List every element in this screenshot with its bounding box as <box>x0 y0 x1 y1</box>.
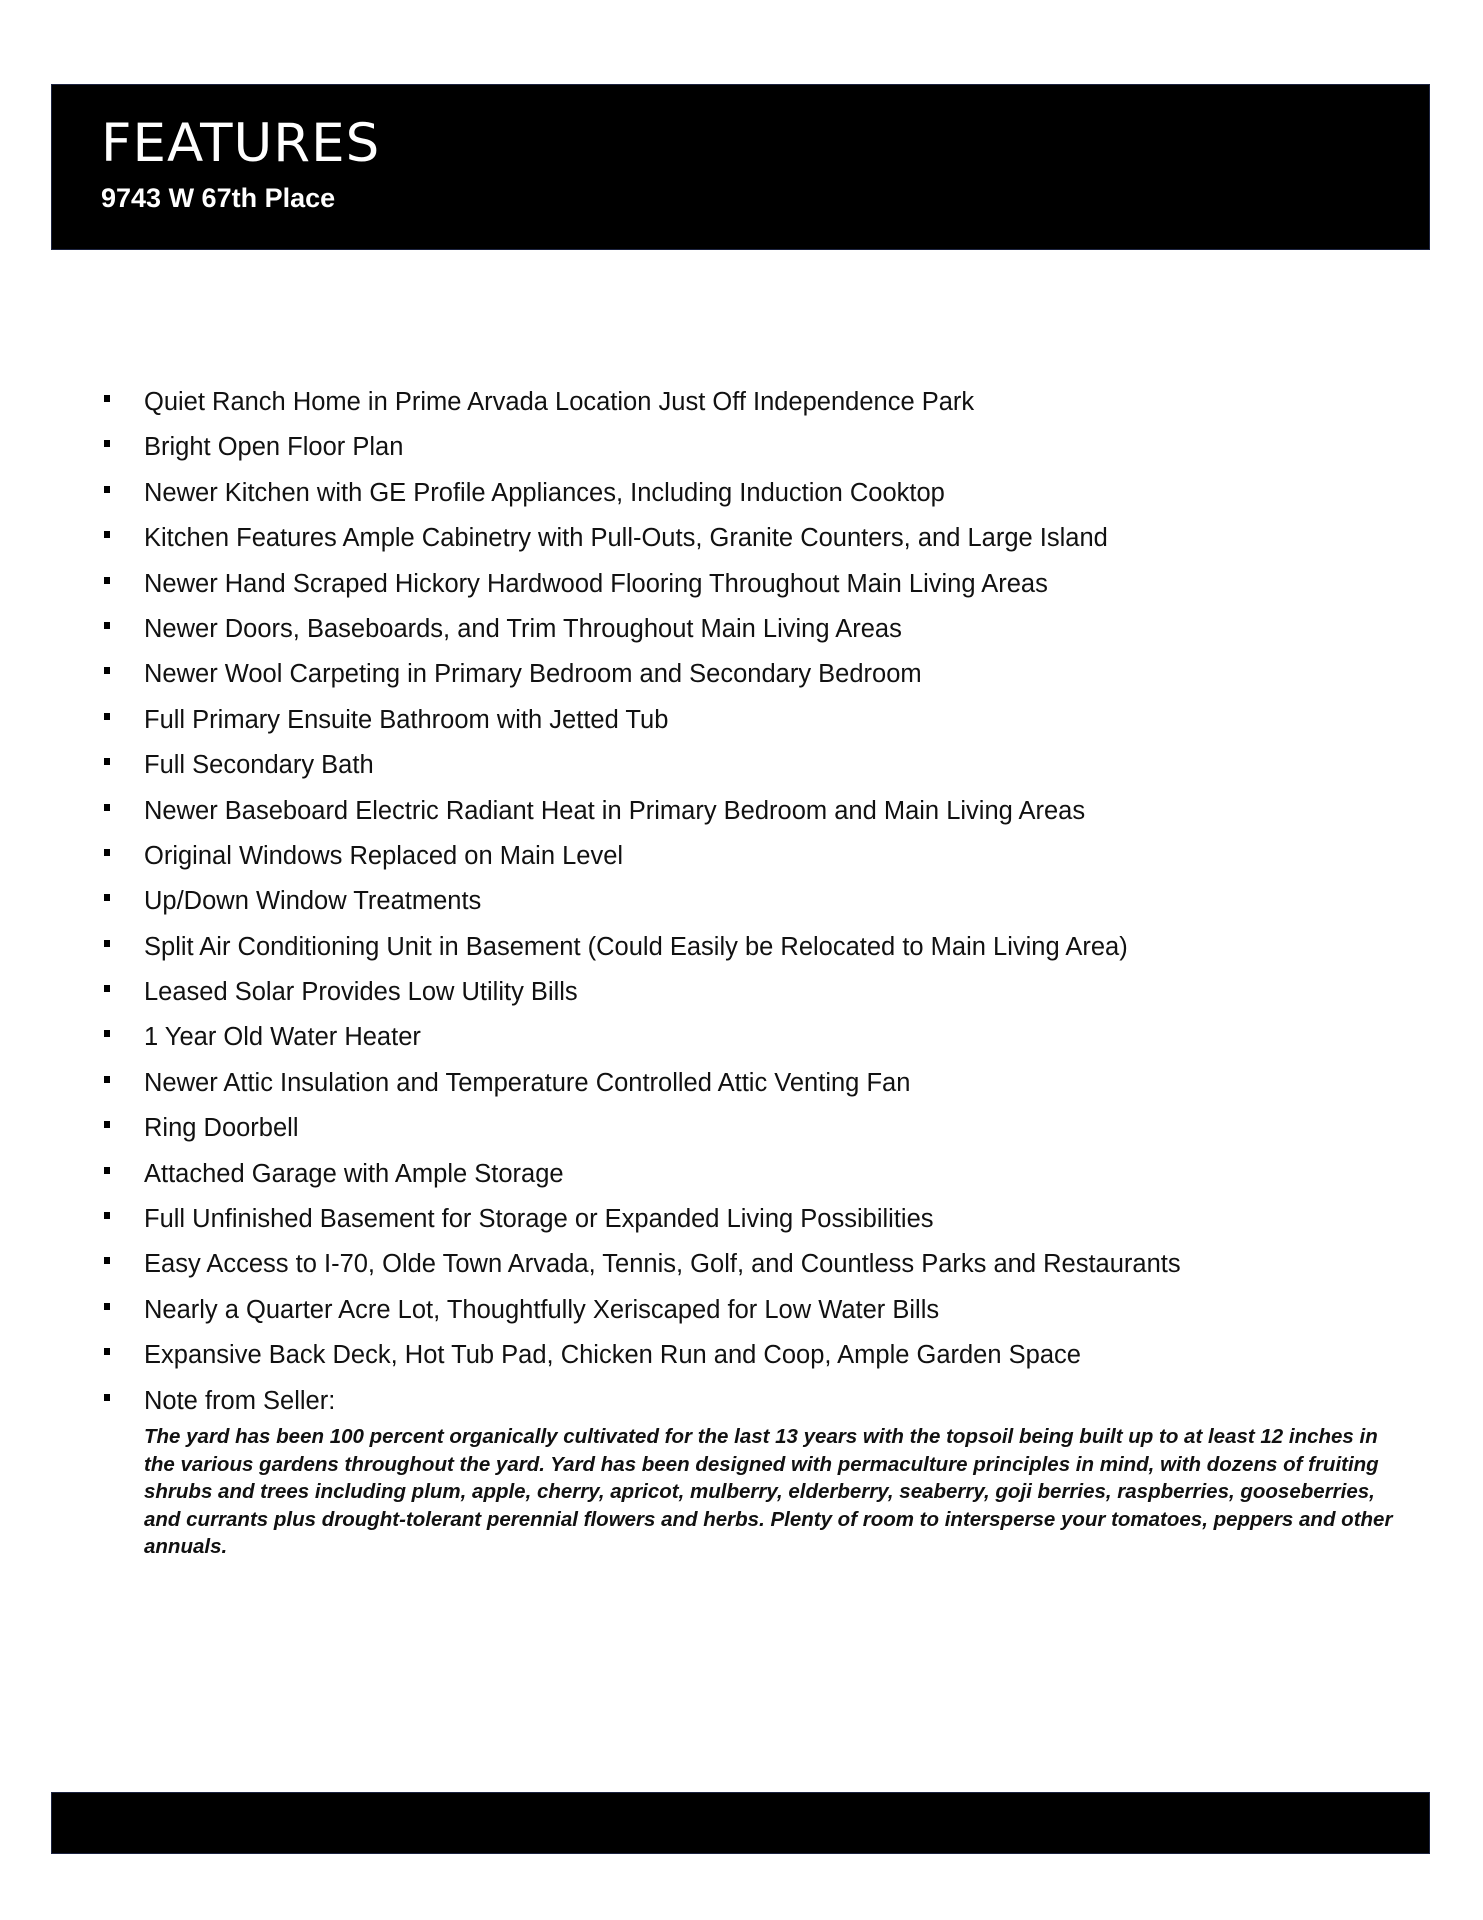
feature-text: Note from Seller: <box>144 1386 336 1415</box>
features-list <box>100 386 1390 1417</box>
feature-text: Newer Hand Scraped Hickory Hardwood Flooring Throughout Main Living Areas <box>144 569 1048 598</box>
list-item <box>100 1203 1390 1248</box>
feature-text: Kitchen Features Ample Cabinetry with Pull-Outs, Granite Counters, and Large Island <box>144 524 1108 553</box>
feature-text: Newer Attic Insulation and Temperature Controlled Attic Venting Fan <box>144 1068 911 1097</box>
feature-text: Attached Garage with Ample Storage <box>144 1159 564 1188</box>
square-bullet-icon <box>104 531 110 538</box>
square-bullet-icon <box>104 940 110 947</box>
feature-text: Ring Doorbell <box>144 1114 299 1143</box>
feature-text: Newer Doors, Baseboards, and Trim Throughout Main Living Areas <box>144 614 902 643</box>
list-item <box>100 1248 1390 1293</box>
list-item <box>100 386 1390 431</box>
feature-text: Bright Open Floor Plan <box>144 433 404 462</box>
list-item <box>100 1339 1390 1384</box>
seller-note-heading <box>100 1385 1390 1417</box>
feature-text: Nearly a Quarter Acre Lot, Thoughtfully Xeriscaped for Low Water Bills <box>144 1295 940 1324</box>
list-item <box>100 704 1390 749</box>
square-bullet-icon <box>104 395 110 402</box>
feature-text: Easy Access to I-70, Olde Town Arvada, Tennis, Golf, and Countless Parks and Restaurants <box>144 1250 1181 1279</box>
square-bullet-icon <box>104 985 110 992</box>
feature-text: Newer Wool Carpeting in Primary Bedroom and Secondary Bedroom <box>144 660 922 689</box>
list-item <box>100 795 1390 840</box>
list-item <box>100 840 1390 885</box>
feature-text: Newer Kitchen with GE Profile Appliances, Including Induction Cooktop <box>144 478 945 507</box>
feature-text: Up/Down Window Treatments <box>144 887 482 916</box>
footer-band <box>51 1792 1430 1854</box>
square-bullet-icon <box>104 894 110 901</box>
feature-text: Split Air Conditioning Unit in Basement (Could Easily be Relocated to Main Living Area) <box>144 932 1128 961</box>
page-title: FEATURES <box>101 113 381 174</box>
square-bullet-icon <box>104 1257 110 1264</box>
list-item <box>100 931 1390 976</box>
list-item <box>100 1067 1390 1112</box>
feature-text: Full Secondary Bath <box>144 751 374 780</box>
square-bullet-icon <box>104 804 110 811</box>
square-bullet-icon <box>104 667 110 674</box>
list-item <box>100 658 1390 703</box>
square-bullet-icon <box>104 1303 110 1310</box>
square-bullet-icon <box>104 1348 110 1355</box>
square-bullet-icon <box>104 577 110 584</box>
list-item <box>100 1294 1390 1339</box>
feature-text: Original Windows Replaced on Main Level <box>144 841 624 870</box>
square-bullet-icon <box>104 622 110 629</box>
square-bullet-icon <box>104 849 110 856</box>
square-bullet-icon <box>104 1030 110 1037</box>
list-item <box>100 885 1390 930</box>
square-bullet-icon <box>104 1394 110 1401</box>
square-bullet-icon <box>104 1121 110 1128</box>
square-bullet-icon <box>104 486 110 493</box>
feature-text: Newer Baseboard Electric Radiant Heat in Primary Bedroom and Main Living Areas <box>144 796 1086 825</box>
list-item <box>100 1112 1390 1157</box>
header-band <box>51 84 1430 250</box>
feature-text: Leased Solar Provides Low Utility Bills <box>144 978 578 1007</box>
square-bullet-icon <box>104 440 110 447</box>
feature-text: Full Unfinished Basement for Storage or Expanded Living Possibilities <box>144 1205 934 1234</box>
square-bullet-icon <box>104 1167 110 1174</box>
square-bullet-icon <box>104 758 110 765</box>
feature-text: Quiet Ranch Home in Prime Arvada Location Just Off Independence Park <box>144 388 975 416</box>
square-bullet-icon <box>104 1076 110 1083</box>
list-item <box>100 613 1390 658</box>
square-bullet-icon <box>104 713 110 720</box>
list-item <box>100 568 1390 613</box>
list-item <box>100 477 1390 522</box>
list-item <box>100 1021 1390 1066</box>
square-bullet-icon <box>104 1212 110 1219</box>
property-address: 9743 W 67th Place <box>101 183 336 213</box>
list-item <box>100 522 1390 567</box>
list-item <box>100 1158 1390 1203</box>
list-item <box>100 976 1390 1021</box>
seller-note-text: The yard has been 100 percent organically cultivated for the last 13 years with the topsoil being built up to at least 12 inches in the various gardens throughout the yard. Yard has been designed with permaculture principles in mind, with dozens of fruiting shrubs and trees including plum, apple, cherry, apricot, mulberry, elderberry, seaberry, goji berries, raspberries, gooseberries, and currants plus drought-tolerant perennial flowers and herbs. Plenty of room to intersperse your tomatoes, peppers and other annuals. <box>144 1425 1393 1558</box>
list-item <box>100 749 1390 794</box>
feature-text: Full Primary Ensuite Bathroom with Jetted Tub <box>144 705 669 734</box>
list-item <box>100 431 1390 476</box>
feature-text: Expansive Back Deck, Hot Tub Pad, Chicken Run and Coop, Ample Garden Space <box>144 1341 1081 1370</box>
feature-text: 1 Year Old Water Heater <box>144 1023 421 1052</box>
